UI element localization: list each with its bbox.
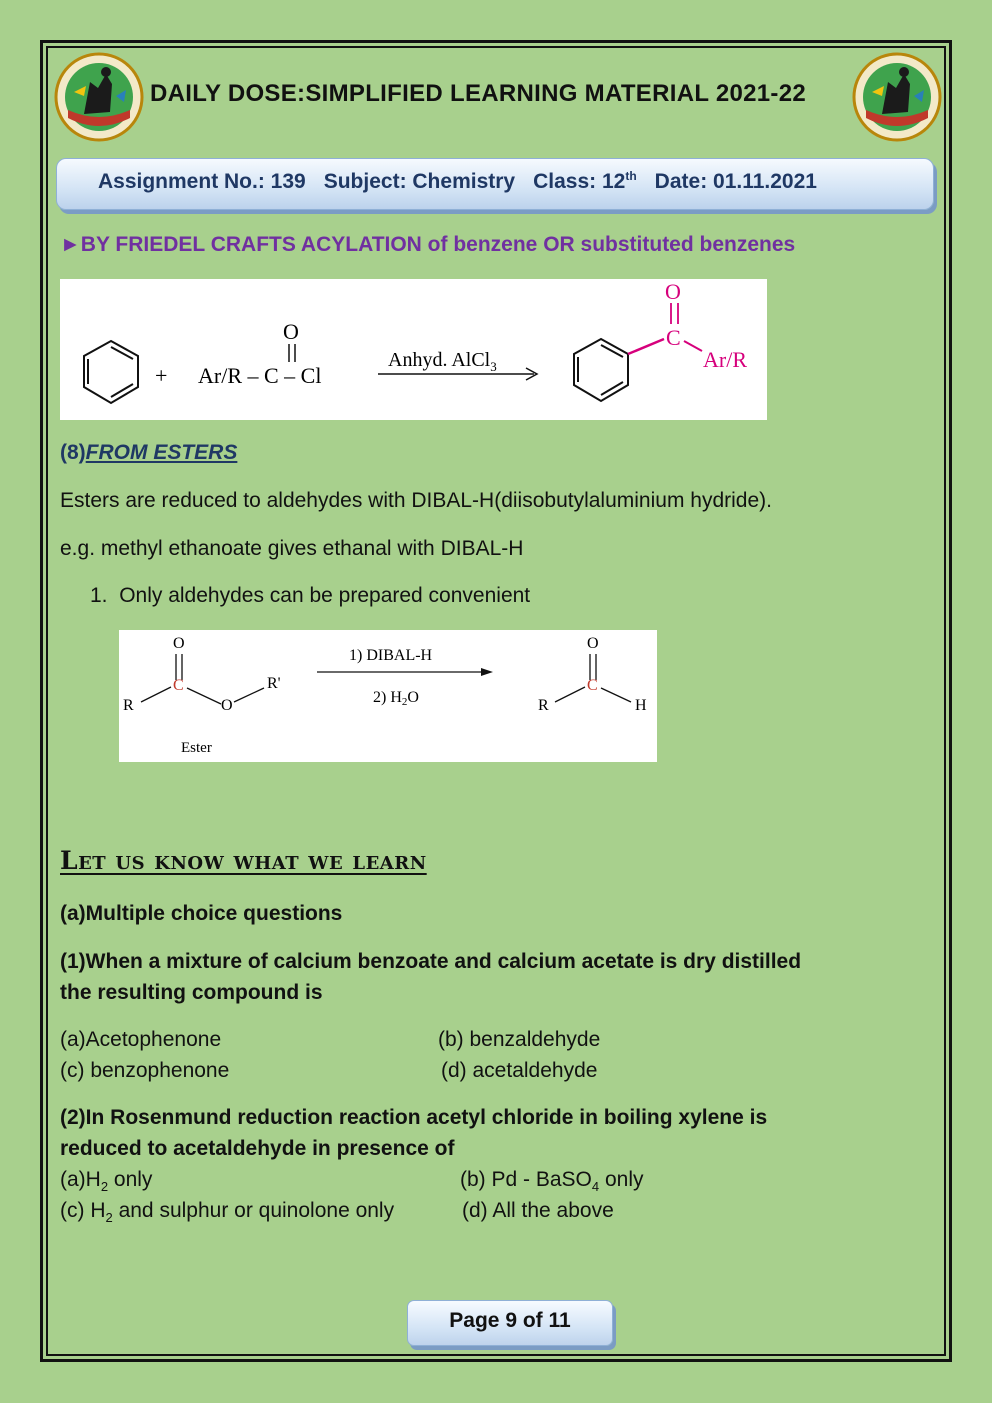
step-2-label: 2) H2O [373, 689, 419, 708]
dibal-reduction-reaction [119, 630, 657, 762]
carbonyl-carbon: C [666, 325, 681, 350]
q1-option-d: (d) acetaldehyde [441, 1059, 598, 1082]
question-1-line-2: the resulting compound is [60, 981, 323, 1004]
esters-line-2: e.g. methyl ethanoate gives ethanal with DIBAL-H [60, 537, 524, 560]
friedel-crafts-reaction [60, 279, 767, 420]
esters-line-1: Esters are reduced to aldehydes with DIBAL-H(diisobutylaluminium hydride). [60, 489, 772, 512]
mcq-heading: (a)Multiple choice questions [60, 902, 343, 925]
q1-option-c: (c) benzophenone [60, 1059, 230, 1082]
school-logo-icon [54, 52, 144, 142]
arrow-icon [481, 668, 493, 676]
ester-r-prime: R' [267, 675, 281, 692]
reagent-label: Anhyd. AlCl$_3$ [388, 349, 497, 374]
assignment-info [98, 169, 817, 194]
ester-carbon: C [173, 677, 184, 694]
q2-option-c: (c) $H_2$ and sulphur or quinolone only [60, 1199, 395, 1226]
question-2-line-1: (2)In Rosenmund reduction reaction acetyl chloride in boiling xylene is [60, 1106, 768, 1129]
section-heading-esters: (8)FROM ESTERS [60, 441, 238, 464]
assignment-number: Assignment No.: 139 [98, 170, 306, 193]
product-oxygen: O [665, 279, 681, 304]
ester-ether-oxygen: O [221, 697, 233, 714]
ester-oxygen: O [173, 635, 185, 652]
page-number: Page 9 of 11 [449, 1309, 571, 1332]
ester-r: R [123, 697, 134, 714]
page-title: DAILY DOSE:SIMPLIFIED LEARNING MATERIAL 2021-22 [150, 80, 806, 107]
q1-option-a: (a)Acetophenone [60, 1028, 222, 1051]
q2-option-b: (b) Pd - BaSO$_4$ only [460, 1168, 644, 1195]
aldehyde-r: R [538, 697, 549, 714]
list-item: 1. Only aldehydes can be prepared convenient [90, 584, 531, 607]
question-2-line-2: reduced to acetaldehyde in presence of [60, 1137, 455, 1160]
benzene-ring-icon [84, 341, 138, 403]
question-1-line-1: (1)When a mixture of calcium benzoate and calcium acetate is dry distilled [60, 950, 802, 973]
plus-sign: + [155, 363, 168, 388]
product-group: Ar/R [703, 347, 747, 372]
q1-option-b: (b) benzaldehyde [438, 1028, 601, 1051]
carbonyl-oxygen: O [283, 319, 299, 344]
school-logo-icon [852, 52, 942, 142]
aldehyde-h: H [635, 697, 647, 714]
aldehyde-oxygen: O [587, 635, 599, 652]
ester-label: Ester [181, 740, 212, 756]
q2-option-a: $(a)H_2$ only [60, 1168, 153, 1195]
q2-option-d: (d) All the above [462, 1199, 614, 1222]
friedel-crafts-heading: ►BY FRIEDEL CRAFTS ACYLATION of benzene OR substituted benzenes [60, 233, 796, 256]
learn-section-title: Let us know what we learn [60, 846, 427, 875]
benzene-ring-icon [574, 339, 628, 401]
assignment-date: Date: 01.11.2021 [654, 170, 817, 193]
assignment-class: Class: 12th [533, 169, 637, 193]
assignment-subject: Subject: Chemistry [323, 170, 516, 193]
aldehyde-carbon: C [587, 677, 598, 694]
step-1-label: 1) DIBAL-H [349, 647, 433, 664]
acyl-chloride: Ar/R – C – Cl [198, 363, 322, 388]
